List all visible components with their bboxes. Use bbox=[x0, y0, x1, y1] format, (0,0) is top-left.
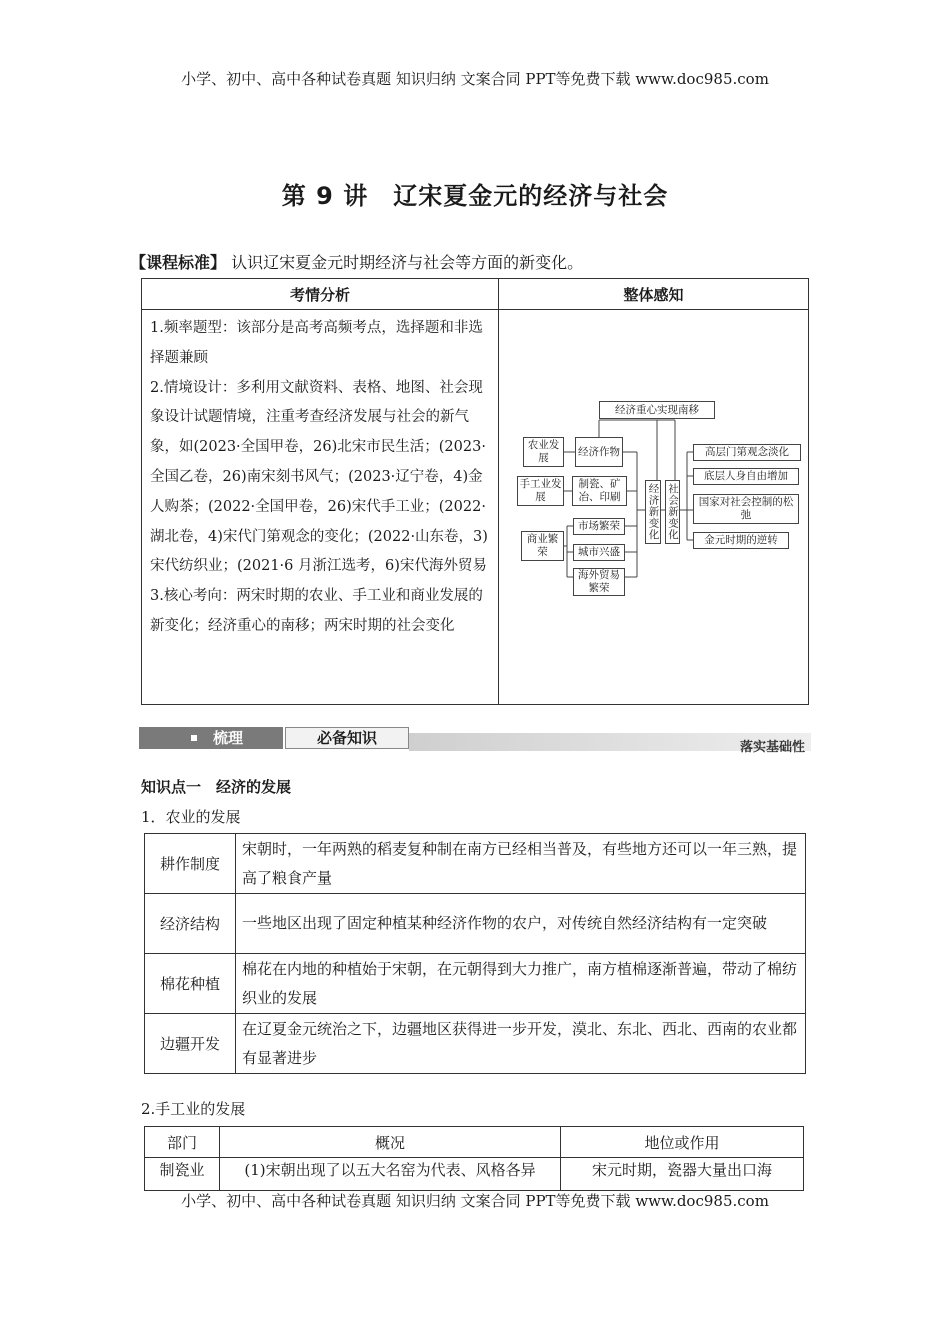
diagram-crops-box: 经济作物 bbox=[575, 437, 623, 467]
row-key: 棉花种植 bbox=[145, 954, 236, 1014]
table-row bbox=[145, 894, 806, 954]
diagram-city-box: 城市兴盛 bbox=[573, 544, 625, 561]
cell: (1)宋朝出现了以五大名窑为代表、风格各异 bbox=[220, 1158, 561, 1191]
col-overview-header: 整体感知 bbox=[499, 279, 809, 310]
col-header: 部门 bbox=[145, 1127, 220, 1158]
table-row bbox=[145, 1014, 806, 1074]
cell: 制瓷业 bbox=[145, 1158, 220, 1191]
analysis-item: 1.频率题型：该部分是高考高频考点，选择题和非选择题兼顾 bbox=[150, 320, 483, 366]
row-value: 棉花在内地的种植始于宋朝，在元朝得到大力推广，南方植棉逐渐普遍，带动了棉纺织业的发展 bbox=[236, 954, 806, 1014]
diagram-agri-box: 农业发展 bbox=[523, 437, 564, 467]
analysis-item: 2.情境设计：多利用文献资料、表格、地图、社会现象设计试题情境，注重考查经济发展与社会的新气象，如(2023·全国甲卷，26)北宋市民生活；(2023·全国乙卷，26)南宋刻书风气；(2023·辽宁卷，4)金人购茶；(2022·全国甲卷，26)宋代手工业；(2022·湖北卷，4)宋代门第观念的变化；(2022·山东卷，3)宋代纺织业；(2021·6 月浙江选考，6)宋代海外贸易 bbox=[150, 379, 488, 575]
overview-table bbox=[141, 278, 809, 705]
cell: 宋元时期，瓷器大量出口海 bbox=[561, 1158, 804, 1191]
analysis-item: 3.核心考向：两宋时期的农业、手工业和商业发展的新变化；经济重心的南移；两宋时期的社会变化 bbox=[150, 588, 483, 634]
diagram-craft-box: 手工业发展 bbox=[517, 476, 564, 506]
diagram-social-item: 高层门第观念淡化 bbox=[693, 444, 801, 461]
diagram-craft-detail-box: 制瓷、矿冶、印刷 bbox=[572, 476, 627, 506]
page-title: 第 9 讲 辽宋夏金元的经济与社会 bbox=[281, 182, 669, 210]
knowledge-point-heading: 知识点一 经济的发展 bbox=[141, 778, 292, 796]
banner-middle: 必备知识 bbox=[285, 727, 409, 749]
row-value: 一些地区出现了固定种植某种经济作物的农户，对传统自然经济结构有一定突破 bbox=[236, 894, 806, 954]
section-heading: 2.手工业的发展 bbox=[141, 1100, 246, 1118]
row-key: 耕作制度 bbox=[145, 834, 236, 894]
col-header: 概况 bbox=[220, 1127, 561, 1158]
banner-left: 梳理 bbox=[139, 727, 283, 749]
diagram-commerce-box: 商业繁荣 bbox=[521, 531, 564, 561]
curriculum-standard bbox=[130, 250, 583, 273]
row-value: 宋朝时，一年两熟的稻麦复种制在南方已经相当普及，有些地方还可以一年三熟，提高了粮食产量 bbox=[236, 834, 806, 894]
diagram-trade-box: 海外贸易繁荣 bbox=[573, 568, 625, 596]
diagram-social-item: 国家对社会控制的松弛 bbox=[693, 494, 799, 524]
table-row bbox=[145, 834, 806, 894]
page-footer: 小学、初中、高中各种试卷真题 知识归纳 文案合同 PPT等免费下载 www.doc985.com bbox=[181, 1192, 769, 1210]
square-icon bbox=[191, 735, 197, 741]
row-value: 在辽夏金元统治之下，边疆地区获得进一步开发，漠北、东北、西北、西南的农业都有显著进步 bbox=[236, 1014, 806, 1074]
col-header: 地位或作用 bbox=[561, 1127, 804, 1158]
handicraft-table bbox=[144, 1126, 804, 1191]
col-analysis-header: 考情分析 bbox=[142, 279, 499, 310]
analysis-cell bbox=[142, 310, 499, 705]
table-header-row bbox=[145, 1127, 804, 1158]
row-key: 边疆开发 bbox=[145, 1014, 236, 1074]
overview-cell bbox=[499, 310, 809, 705]
section-heading: 1．农业的发展 bbox=[141, 808, 241, 826]
concept-diagram bbox=[515, 400, 815, 596]
row-key: 经济结构 bbox=[145, 894, 236, 954]
banner-right: 落实基础性 bbox=[739, 740, 805, 755]
diagram-top-box: 经济重心实现南移 bbox=[599, 401, 715, 419]
agriculture-table bbox=[144, 833, 806, 1074]
diagram-social-item: 金元时期的逆转 bbox=[693, 532, 789, 549]
diagram-social-item: 底层人身自由增加 bbox=[693, 468, 799, 485]
diagram-market-box: 市场繁荣 bbox=[573, 518, 625, 535]
table-row bbox=[145, 954, 806, 1014]
diagram-econ-change-box: 经济新变化 bbox=[645, 480, 661, 544]
diagram-social-change-box: 社会新变化 bbox=[665, 480, 680, 544]
section-banner bbox=[139, 725, 811, 755]
page-header: 小学、初中、高中各种试卷真题 知识归纳 文案合同 PPT等免费下载 www.doc985.com bbox=[181, 70, 769, 88]
table-row bbox=[145, 1158, 804, 1191]
standard-label: 【课程标准】 bbox=[130, 253, 227, 272]
standard-text: 认识辽宋夏金元时期经济与社会等方面的新变化。 bbox=[231, 253, 584, 272]
